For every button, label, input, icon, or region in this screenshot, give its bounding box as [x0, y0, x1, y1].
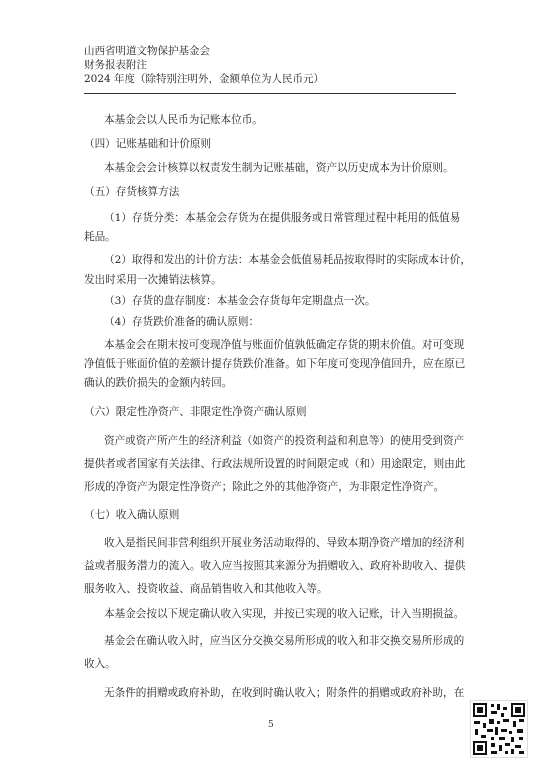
- paragraph-revenue-3: 服务收入、投资收益、商品销售收入和其他收入等。: [84, 583, 328, 595]
- paragraph-impairment-2: 净值低于账面价值的差额计提存货跌价准备。如下年度可变现净值回升，应在原已: [84, 358, 466, 370]
- section-heading-5: （五）存货核算方法: [84, 186, 180, 198]
- paragraph-valuation-1: （2）取得和发出的计价方法：本基金会低值易耗品按取得时的实际成本计价，: [104, 254, 471, 266]
- paragraph-exchange-1: 基金会在确认收入时，应当区分交换交易所形成的收入和非交换交易所形成的: [104, 635, 465, 647]
- header-divider: [84, 93, 456, 94]
- report-period: 2024 年度（除特别注明外，金额单位为人民币元）: [84, 73, 325, 85]
- section-heading-7: （七）收入确认原则: [84, 509, 180, 521]
- paragraph-stocktake: （3）存货的盘存制度：本基金会存货每年定期盘点一次。: [104, 295, 376, 307]
- paragraph-valuation-2: 发出时采用一次摊销法核算。: [84, 274, 222, 286]
- section-heading-6: （六）限定性净资产、非限定性净资产确认原则: [84, 406, 307, 418]
- qr-code: [470, 700, 528, 758]
- paragraph-net-assets-2: 提供者或者国家有关法律、行政法规所设置的时间限定或（和）用途限定，则由此: [84, 458, 466, 470]
- organization-name: 山西省明道文物保护基金会: [84, 45, 210, 57]
- paragraph-impairment-heading: （4）存货跌价准备的确认原则：: [104, 316, 260, 328]
- paragraph-revenue-2: 益或者服务潜力的流入。收入应当按照其来源分为捐赠收入、政府补助收入、提供: [84, 560, 466, 572]
- qr-code-icon: [471, 701, 527, 757]
- paragraph-currency: 本基金会以人民币为记账本位币。: [104, 114, 263, 126]
- paragraph-net-assets-1: 资产或资产所产生的经济利益（如资产的投资利益和利息等）的使用受到资产: [104, 435, 465, 447]
- paragraph-inventory-class-2: 耗品。: [84, 231, 116, 243]
- paragraph-accounting-basis: 本基金会会计核算以权责发生制为记账基础，资产以历史成本为计价原则。: [104, 162, 454, 174]
- paragraph-impairment-3: 确认的跌价损失的金额内转回。: [84, 377, 233, 389]
- report-title: 财务报表附注: [84, 59, 147, 71]
- page-number: 5: [268, 720, 274, 730]
- paragraph-net-assets-3: 形成的净资产为限定性净资产；除此之外的其他净资产，为非限定性净资产。: [84, 481, 445, 493]
- paragraph-exchange-2: 收入。: [84, 658, 116, 670]
- paragraph-impairment-1: 本基金会在期末按可变现净值与账面价值孰低确定存货的期末价值。对可变现: [104, 339, 465, 351]
- paragraph-recognition: 本基金会按以下规定确认收入实现，并按已实现的收入记账，计入当期损益。: [104, 608, 465, 620]
- section-heading-4: （四）记账基础和计价原则: [84, 138, 212, 150]
- paragraph-revenue-1: 收入是指民间非营利组织开展业务活动取得的、导致本期净资产增加的经济利: [104, 537, 465, 549]
- paragraph-donation: 无条件的捐赠或政府补助，在收到时确认收入；附条件的捐赠或政府补助，在: [104, 687, 465, 699]
- page-header: [84, 44, 456, 86]
- paragraph-inventory-class-1: （1）存货分类：本基金会存货为在提供服务或日常管理过程中耗用的低值易: [104, 212, 461, 224]
